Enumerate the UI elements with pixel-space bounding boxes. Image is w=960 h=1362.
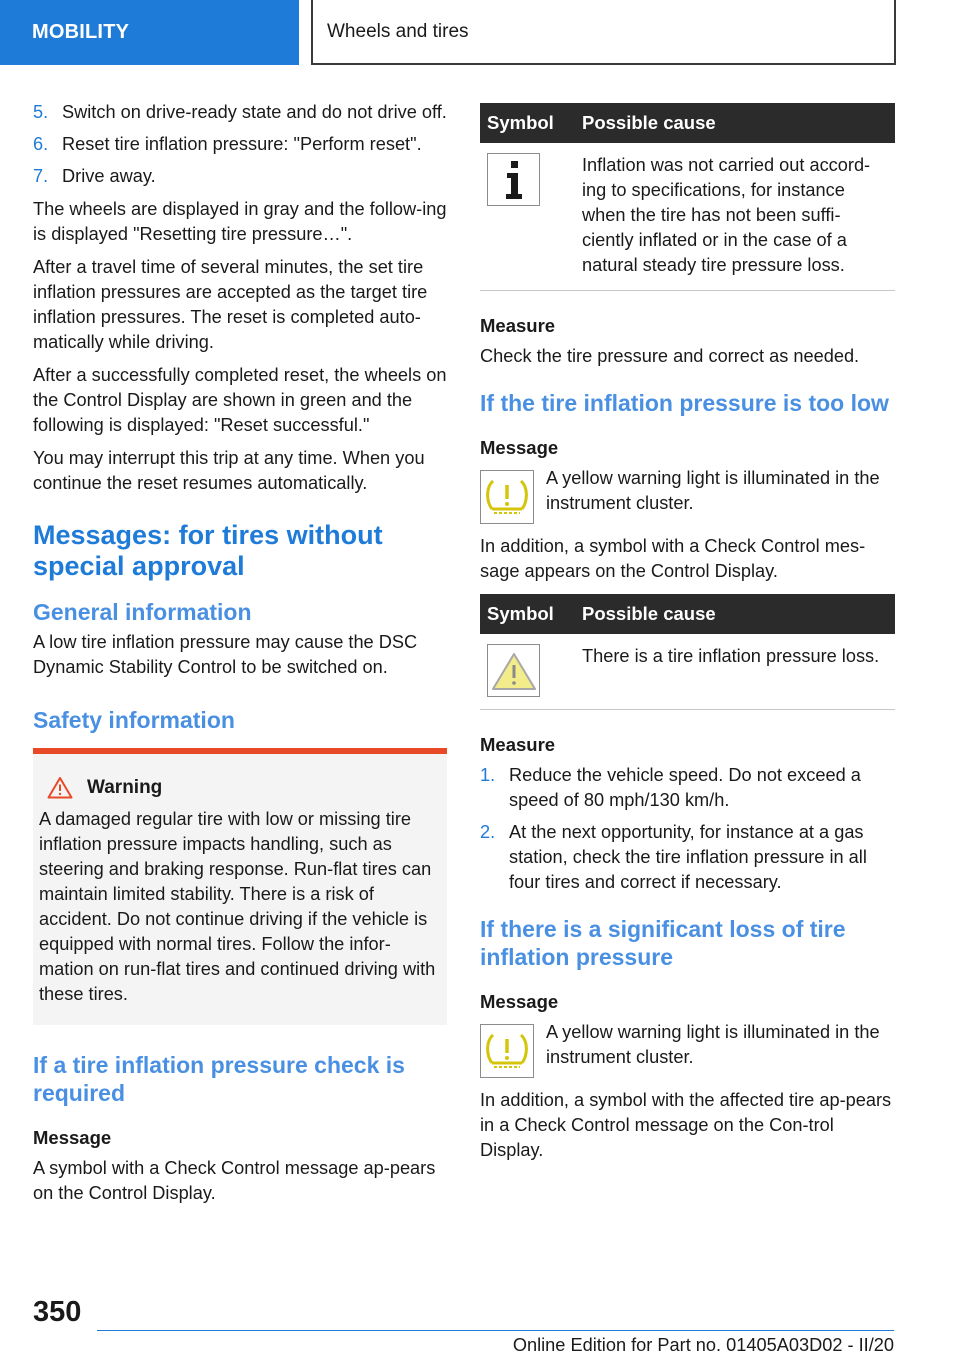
warning-header (39, 776, 441, 799)
message-heading: Message (33, 1127, 112, 1148)
section-tab (0, 0, 299, 65)
reset-steps (33, 100, 447, 189)
symbol-frame (480, 470, 534, 524)
tire-pressure-warning-icon (484, 1031, 530, 1071)
tire-pressure-warning-icon (484, 477, 530, 517)
edition-note: Online Edition for Part no. 01405A03D02 - II/20 (512, 1335, 894, 1355)
subsection-heading: Safety information (33, 707, 235, 733)
page-number: 350 (33, 1296, 82, 1328)
paragraph: The wheels are displayed in gray and the follow-ing is displayed "Resetting tire pressure…". (33, 199, 447, 244)
paragraph: A symbol with a Check Control message ap-pears on the Control Display. (33, 1158, 436, 1203)
list-item: 7. Drive away. (33, 166, 156, 186)
warning-triangle-icon (47, 776, 73, 799)
symbol-frame (487, 644, 540, 697)
left-column (33, 100, 447, 1214)
paragraph: After a travel time of several minutes, the set tire inflation pressures are accepted as the target tire inflation pressures. The reset is completed auto-matically while driving. (33, 257, 428, 352)
message-row (480, 1020, 895, 1078)
measure-heading: Measure (480, 734, 556, 755)
paragraph: In addition, a symbol with a Check Control mes-sage appears on the Control Display. (480, 536, 866, 581)
table-header-row (480, 594, 895, 634)
column-header: Symbol (480, 103, 574, 143)
symbol-frame (480, 1024, 534, 1078)
message-heading: Message (480, 991, 559, 1012)
paragraph: A low tire inflation pressure may cause the DSC Dynamic Stability Control to be switched on. (33, 632, 418, 677)
symbol-table (480, 594, 895, 710)
chapter-tab (311, 0, 896, 65)
table-row (480, 143, 895, 291)
warning-text: A damaged regular tire with low or missing tire inflation pressure impacts handling, such as steering and braking response. Run-flat tires can maintain limited stability. There is a risk of accident. Do not continue driving if the vehicle is equipped with normal tires. Follow the infor-mation on run-flat tires and continued driving with these tires. (39, 809, 436, 1004)
column-header: Symbol (480, 594, 574, 634)
column-header: Possible cause (574, 103, 895, 143)
footer-divider (97, 1330, 894, 1331)
measure-steps (480, 763, 895, 895)
subsection-heading: If a tire inflation pressure check is required (33, 1052, 405, 1106)
measure-heading: Measure (480, 315, 556, 336)
message-text: A yellow warning light is illuminated in the instrument cluster. (546, 468, 880, 513)
message-row (480, 466, 895, 524)
subsection-heading: If there is a significant loss of tire inflation pressure (480, 916, 846, 970)
section-title: MOBILITY (32, 21, 130, 43)
symbol-frame (487, 153, 540, 206)
section-heading: Messages: for tires without special approval (33, 520, 383, 581)
right-column (480, 103, 895, 1171)
paragraph: After a successfully completed reset, the wheels on the Control Display are shown in green and the following is displayed: "Reset successful." (33, 365, 447, 435)
message-heading: Message (480, 437, 559, 458)
warning-title: Warning (87, 776, 163, 798)
paragraph: In addition, a symbol with the affected tire ap-pears in a Check Control message on the Con-trol Display. (480, 1090, 892, 1160)
warning-box (33, 748, 447, 1025)
info-icon (503, 160, 525, 200)
cause-text: There is a tire inflation pressure loss. (574, 634, 895, 710)
cause-text: Inflation was not carried out accord-ing to specifications, for instance when the tire has not been suffi-ciently inflated or in the case of a natural steady tire pressure loss. (574, 143, 895, 291)
column-header: Possible cause (574, 594, 895, 634)
list-item: 2. At the next opportunity, for instance at a gas station, check the tire inflation pressure in all four tires and correct if necessary. (480, 822, 867, 892)
warning-triangle-icon (491, 651, 537, 691)
chapter-title: Wheels and tires (327, 20, 469, 42)
paragraph: Check the tire pressure and correct as needed. (480, 346, 860, 366)
symbol-table (480, 103, 895, 291)
message-text: A yellow warning light is illuminated in the instrument cluster. (546, 1022, 880, 1067)
subsection-heading: General information (33, 599, 252, 625)
subsection-heading: If the tire inflation pressure is too low (480, 390, 889, 416)
list-item: 1. Reduce the vehicle speed. Do not exceed a speed of 80 mph/130 km/h. (480, 765, 861, 810)
table-header-row (480, 103, 895, 143)
list-item: 5. Switch on drive-ready state and do not drive off. (33, 102, 447, 122)
paragraph: You may interrupt this trip at any time. When you continue the reset resumes automatically. (33, 448, 425, 493)
table-row (480, 634, 895, 710)
list-item: 6. Reset tire inflation pressure: "Perform reset". (33, 134, 422, 154)
